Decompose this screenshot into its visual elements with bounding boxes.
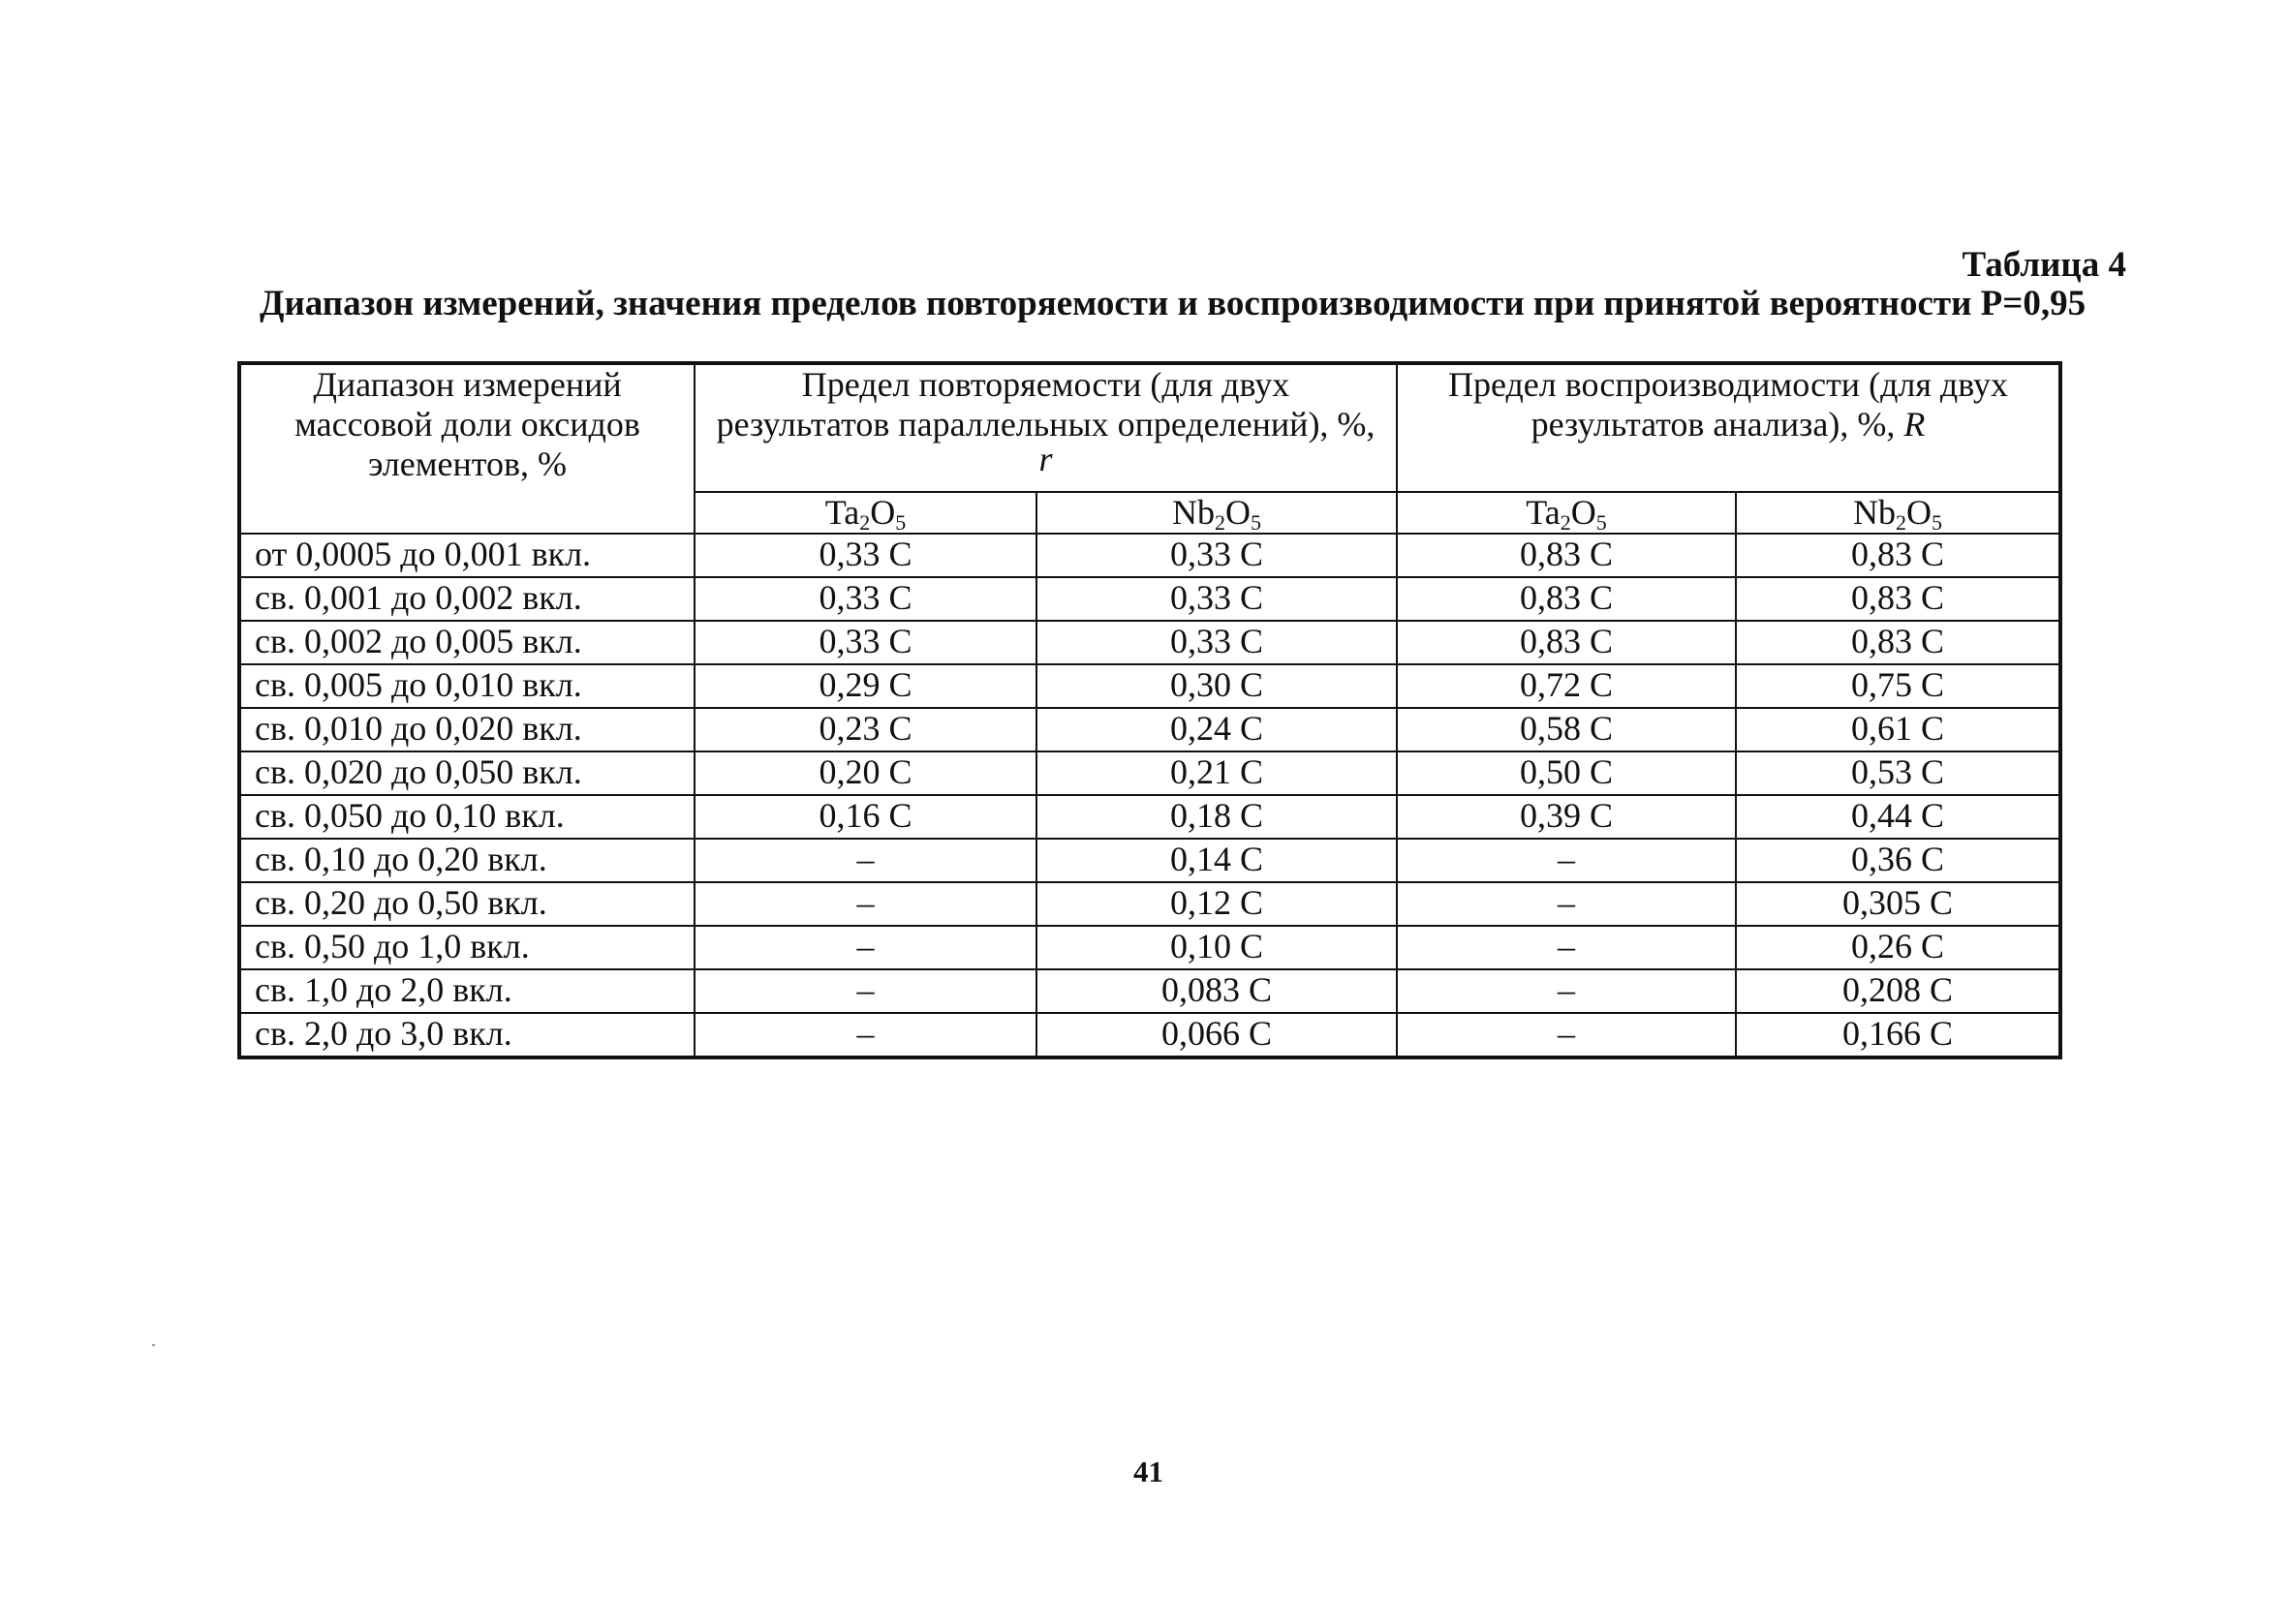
header-reproducibility-text: Предел воспроизводимости (для двух результатов анализа), %, — [1447, 365, 2008, 444]
range-cell: св. 0,20 до 0,50 вкл. — [239, 882, 695, 926]
scan-speck — [152, 1344, 155, 1346]
R-ta2o5-cell: 0,83 С — [1397, 577, 1736, 621]
header-reproducibility-line — [1398, 365, 2058, 444]
header-repeatability-symbol: r — [1038, 440, 1053, 478]
table-row — [239, 708, 2060, 751]
r-nb2o5-cell: 0,21 С — [1036, 751, 1397, 795]
r-nb2o5-cell: 0,33 С — [1036, 621, 1397, 664]
header-range — [239, 363, 695, 534]
header-reproducibility-symbol: R — [1903, 405, 1926, 444]
r-ta2o5-cell: 0,33 С — [695, 577, 1036, 621]
range-cell: св. 0,001 до 0,002 вкл. — [239, 577, 695, 621]
R-ta2o5-cell: – — [1397, 926, 1736, 969]
r-nb2o5-cell: 0,10 С — [1036, 926, 1397, 969]
subheader-r-ta2o5: $Ta_2O_5$ — [695, 492, 1036, 534]
table-caption: Диапазон измерений, значения пределов повторяемости и воспроизводимости при принятой вероятности Р=0,95 — [260, 284, 2087, 323]
R-nb2o5-cell: 0,83 С — [1736, 577, 2060, 621]
table-row — [239, 969, 2060, 1013]
r-nb2o5-cell: 0,083 С — [1036, 969, 1397, 1013]
r-ta2o5-cell: 0,23 С — [695, 708, 1036, 751]
R-ta2o5-cell: – — [1397, 882, 1736, 926]
table-row — [239, 621, 2060, 664]
R-ta2o5-cell: 0,83 С — [1397, 534, 1736, 577]
range-cell: св. 0,050 до 0,10 вкл. — [239, 795, 695, 839]
range-cell: св. 0,020 до 0,050 вкл. — [239, 751, 695, 795]
table-row — [239, 795, 2060, 839]
R-nb2o5-cell: 0,75 С — [1736, 664, 2060, 708]
table-row — [239, 664, 2060, 708]
table-row — [239, 926, 2060, 969]
range-cell: св. 2,0 до 3,0 вкл. — [239, 1013, 695, 1057]
r-ta2o5-cell: 0,33 С — [695, 621, 1036, 664]
R-nb2o5-cell: 0,26 С — [1736, 926, 2060, 969]
table-number: Таблица 4 — [1962, 245, 2126, 285]
r-nb2o5-cell: 0,12 С — [1036, 882, 1397, 926]
r-nb2o5-cell: 0,30 С — [1036, 664, 1397, 708]
R-nb2o5-cell: 0,36 С — [1736, 839, 2060, 882]
r-ta2o5-cell: 0,20 С — [695, 751, 1036, 795]
table-row — [239, 534, 2060, 577]
r-ta2o5-cell: – — [695, 839, 1036, 882]
R-nb2o5-cell: 0,61 С — [1736, 708, 2060, 751]
r-nb2o5-cell: 0,066 С — [1036, 1013, 1397, 1057]
r-nb2o5-cell: 0,14 С — [1036, 839, 1397, 882]
table-row — [239, 751, 2060, 795]
R-ta2o5-cell: 0,72 С — [1397, 664, 1736, 708]
header-reproducibility — [1397, 363, 2060, 492]
limits-table — [237, 361, 2062, 1059]
table-row — [239, 839, 2060, 882]
subheader-R-ta2o5: $Ta_2O_5$ — [1397, 492, 1736, 534]
r-nb2o5-cell: 0,33 С — [1036, 577, 1397, 621]
header-row-main — [239, 363, 2060, 492]
R-ta2o5-cell: – — [1397, 969, 1736, 1013]
range-cell: от 0,0005 до 0,001 вкл. — [239, 534, 695, 577]
page-number: 41 — [1133, 1455, 1163, 1488]
r-ta2o5-cell: – — [695, 969, 1036, 1013]
header-repeatability — [695, 363, 1397, 492]
R-ta2o5-cell: 0,39 С — [1397, 795, 1736, 839]
R-nb2o5-cell: 0,83 С — [1736, 621, 2060, 664]
R-ta2o5-cell: 0,83 С — [1397, 621, 1736, 664]
table-row — [239, 1013, 2060, 1057]
R-nb2o5-cell: 0,44 С — [1736, 795, 2060, 839]
range-cell: св. 0,010 до 0,020 вкл. — [239, 708, 695, 751]
range-cell: св. 0,002 до 0,005 вкл. — [239, 621, 695, 664]
R-nb2o5-cell: 0,166 С — [1736, 1013, 2060, 1057]
range-cell: св. 0,005 до 0,010 вкл. — [239, 664, 695, 708]
subheader-r-nb2o5: $Nb_2O_5$ — [1036, 492, 1397, 534]
header-range-text: Диапазон измерений массовой доли оксидов элементов, % — [294, 365, 640, 483]
range-cell: св. 0,50 до 1,0 вкл. — [239, 926, 695, 969]
R-ta2o5-cell: – — [1397, 839, 1736, 882]
r-ta2o5-cell: 0,29 С — [695, 664, 1036, 708]
r-ta2o5-cell: – — [695, 926, 1036, 969]
header-repeatability-text: Предел повторяемости (для двух результатов параллельных определений), %, — [716, 365, 1376, 444]
R-nb2o5-cell: 0,208 С — [1736, 969, 2060, 1013]
R-ta2o5-cell: – — [1397, 1013, 1736, 1057]
R-ta2o5-cell: 0,58 С — [1397, 708, 1736, 751]
table-row — [239, 882, 2060, 926]
R-nb2o5-cell: 0,305 С — [1736, 882, 2060, 926]
range-cell: св. 0,10 до 0,20 вкл. — [239, 839, 695, 882]
range-cell: св. 1,0 до 2,0 вкл. — [239, 969, 695, 1013]
r-ta2o5-cell: – — [695, 882, 1036, 926]
R-nb2o5-cell: 0,83 С — [1736, 534, 2060, 577]
r-nb2o5-cell: 0,24 С — [1036, 708, 1397, 751]
table-row — [239, 577, 2060, 621]
r-ta2o5-cell: – — [695, 1013, 1036, 1057]
R-ta2o5-cell: 0,50 С — [1397, 751, 1736, 795]
r-nb2o5-cell: 0,18 С — [1036, 795, 1397, 839]
r-nb2o5-cell: 0,33 С — [1036, 534, 1397, 577]
R-nb2o5-cell: 0,53 С — [1736, 751, 2060, 795]
r-ta2o5-cell: 0,33 С — [695, 534, 1036, 577]
r-ta2o5-cell: 0,16 С — [695, 795, 1036, 839]
subheader-R-nb2o5: $Nb_2O_5$ — [1736, 492, 2060, 534]
